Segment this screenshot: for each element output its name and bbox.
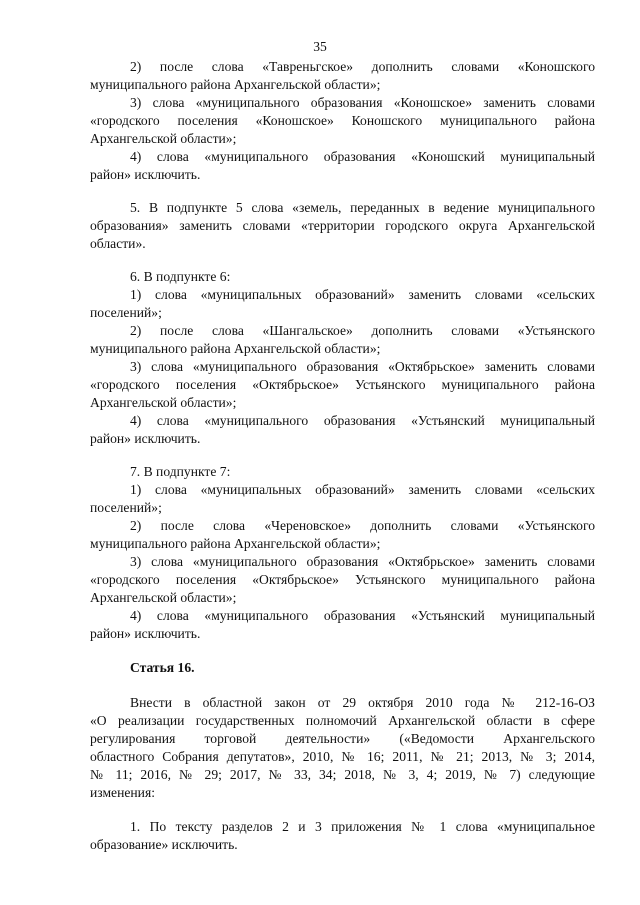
text-line: муниципального района Архангельской области»; [90,77,381,92]
text-line: «городского поселения «Октябрьское» Устьянского муниципального района [90,377,595,392]
text-line: области». [90,236,146,251]
text-line: областного Собрания депутатов», 2010, № 16; 2011, № 21; 2013, № 3; 2014, [90,749,595,764]
text-line: образования» заменить словами «территории городского округа Архангельской [90,218,595,233]
text-line: 4) слова «муниципального образования «Устьянский муниципальный [130,413,595,428]
text-line: 3) слова «муниципального образования «Октябрьское» заменить словами [130,359,595,374]
text-line: муниципального района Архангельской области»; [90,536,381,551]
text-line: 2) после слова «Тавреньгское» дополнить словами «Коношского [130,59,595,74]
text-line: поселений»; [90,305,162,320]
text-line: 3) слова «муниципального образования «Коношское» заменить словами [130,95,595,110]
text-line: район» исключить. [90,431,201,446]
text-line: 1) слова «муниципальных образований» заменить словами «сельских [130,482,595,497]
text-line: поселений»; [90,500,162,515]
text-line: муниципального района Архангельской области»; [90,341,381,356]
text-line: 4) слова «муниципального образования «Коношский муниципальный [130,149,595,164]
text-line: 1) слова «муниципальных образований» заменить словами «сельских [130,287,595,302]
text-line: Архангельской области»; [90,395,237,410]
text-line: Внести в областной закон от 29 октября 2010 года № 212-16-ОЗ [130,695,595,710]
text-line: «городского поселения «Коношское» Коношского муниципального района [90,113,595,128]
text-line: 6. В подпункте 6: [130,269,231,284]
text-line: район» исключить. [90,167,201,182]
text-line: 2) после слова «Шангальское» дополнить словами «Устьянского [130,323,595,338]
text-line: 1. По тексту разделов 2 и 3 приложения № 1 слова «муниципальное [130,819,595,834]
text-line: образование» исключить. [90,837,238,852]
article-heading: Статья 16. [130,660,195,675]
text-line: изменения: [90,785,155,800]
page-number: 35 [313,39,327,54]
text-line: 3) слова «муниципального образования «Октябрьское» заменить словами [130,554,595,569]
text-line: «городского поселения «Октябрьское» Устьянского муниципального района [90,572,595,587]
text-line: 5. В подпункте 5 слова «земель, переданных в ведение муниципального [130,200,595,215]
text-line: 4) слова «муниципального образования «Устьянский муниципальный [130,608,595,623]
text-line: Архангельской области»; [90,131,237,146]
text-line: 7. В подпункте 7: [130,464,231,479]
text-line: район» исключить. [90,626,201,641]
text-line: «О реализации государственных полномочий Архангельской области в сфере [90,713,595,728]
text-line: 2) после слова «Череновское» дополнить словами «Устьянского [130,518,595,533]
text-line: регулирования торговой деятельности» («Ведомости Архангельского [90,731,595,746]
text-line: Архангельской области»; [90,590,237,605]
text-line: № 11; 2016, № 29; 2017, № 33, 34; 2018, № 3, 4; 2019, № 7) следующие [90,767,595,782]
